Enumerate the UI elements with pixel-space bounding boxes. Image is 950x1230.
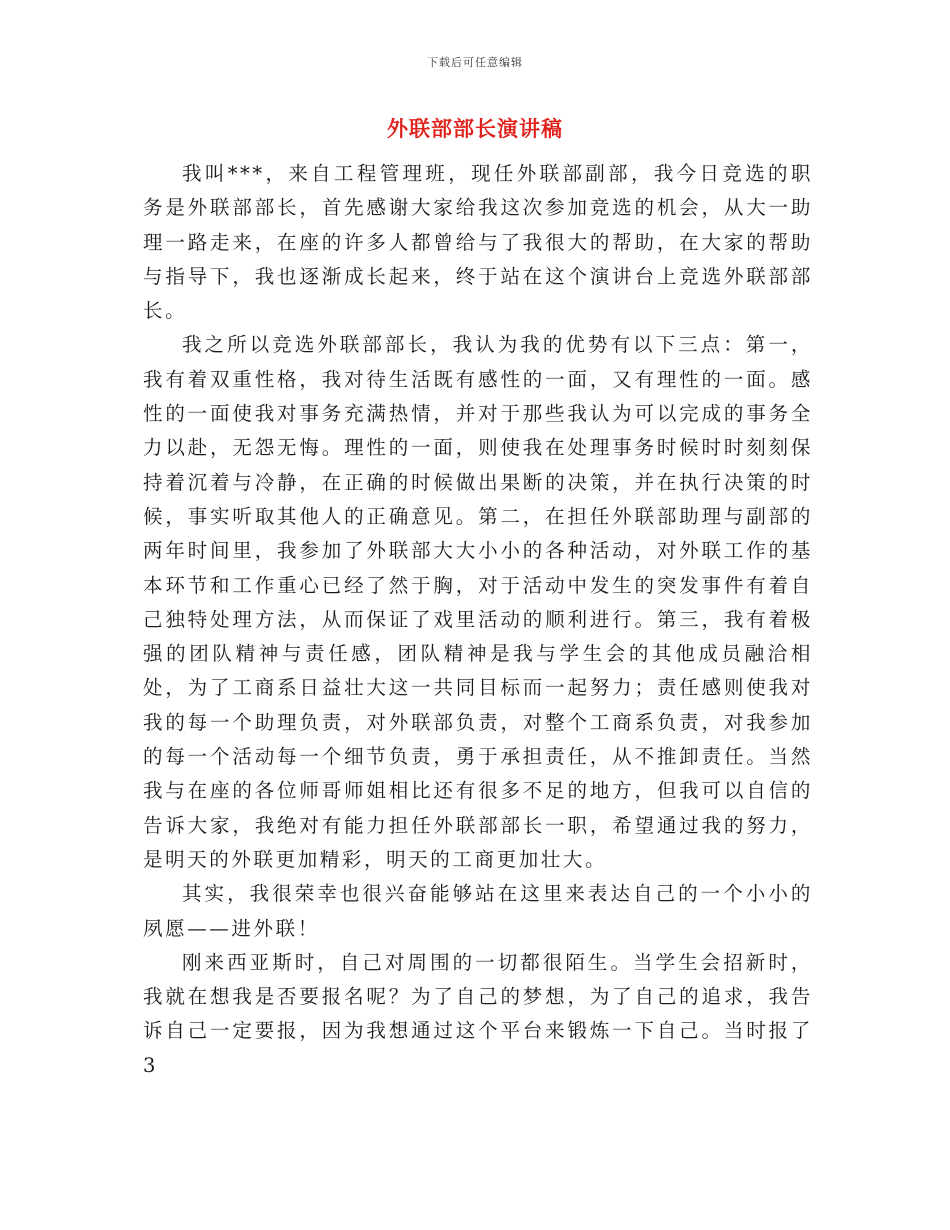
paragraph-4: 刚来西亚斯时，自己对周围的一切都很陌生。当学生会招新时，我就在想我是否要报名呢？为了自己的梦想，为了自己的追求，我告诉自己一定要报，因为我想通过这个平台来锻炼一下自己。当时报了3 bbox=[143, 950, 813, 1077]
paragraph-1: 我叫***，来自工程管理班，现任外联部副部，我今日竞选的职务是外联部部长，首先感谢大家给我这次参加竞选的机会，从大一助理一路走来，在座的许多人都曾给与了我很大的帮助，在大家的帮助与指导下，我也逐渐成长起来，终于站在这个演讲台上竞选外联部部长。 bbox=[143, 162, 813, 323]
header-note: 下载后可任意编辑 bbox=[427, 56, 523, 69]
paragraph-3: 其实，我很荣幸也很兴奋能够站在这里来表达自己的一个小小的夙愿——进外联！ bbox=[143, 882, 813, 940]
document-body bbox=[143, 157, 813, 1083]
paragraph-2: 我之所以竞选外联部部长，我认为我的优势有以下三点：第一，我有着双重性格，我对待生活既有感性的一面，又有理性的一面。感性的一面使我对事务充满热情，并对于那些我认为可以完成的事务全力以赴，无怨无悔。理性的一面，则使我在处理事务时候时时刻刻保持着沉着与冷静，在正确的时候做出果断的决策，并在执行决策的时候，事实听取其他人的正确意见。第二，在担任外联部助理与副部的两年时间里，我参加了外联部大大小小的各种活动，对外联工作的基本环节和工作重心已经了然于胸，对于活动中发生的突发事件有着自己独特处理方法，从而保证了戏里活动的顺利进行。第三，我有着极强的团队精神与责任感，团队精神是我与学生会的其他成员融洽相处，为了工商系日益壮大这一共同目标而一起努力；责任感则使我对我的每一个助理负责，对外联部负责，对整个工商系负责，对我参加的每一个活动每一个细节负责，勇于承担责任，从不推卸责任。当然我与在座的各位师哥师姐相比还有很多不足的地方，但我可以自信的告诉大家，我绝对有能力担任外联部部长一职，希望通过我的努力，是明天的外联更加精彩，明天的工商更加壮大。 bbox=[143, 333, 813, 871]
document-title: 外联部部长演讲稿 bbox=[387, 116, 563, 141]
